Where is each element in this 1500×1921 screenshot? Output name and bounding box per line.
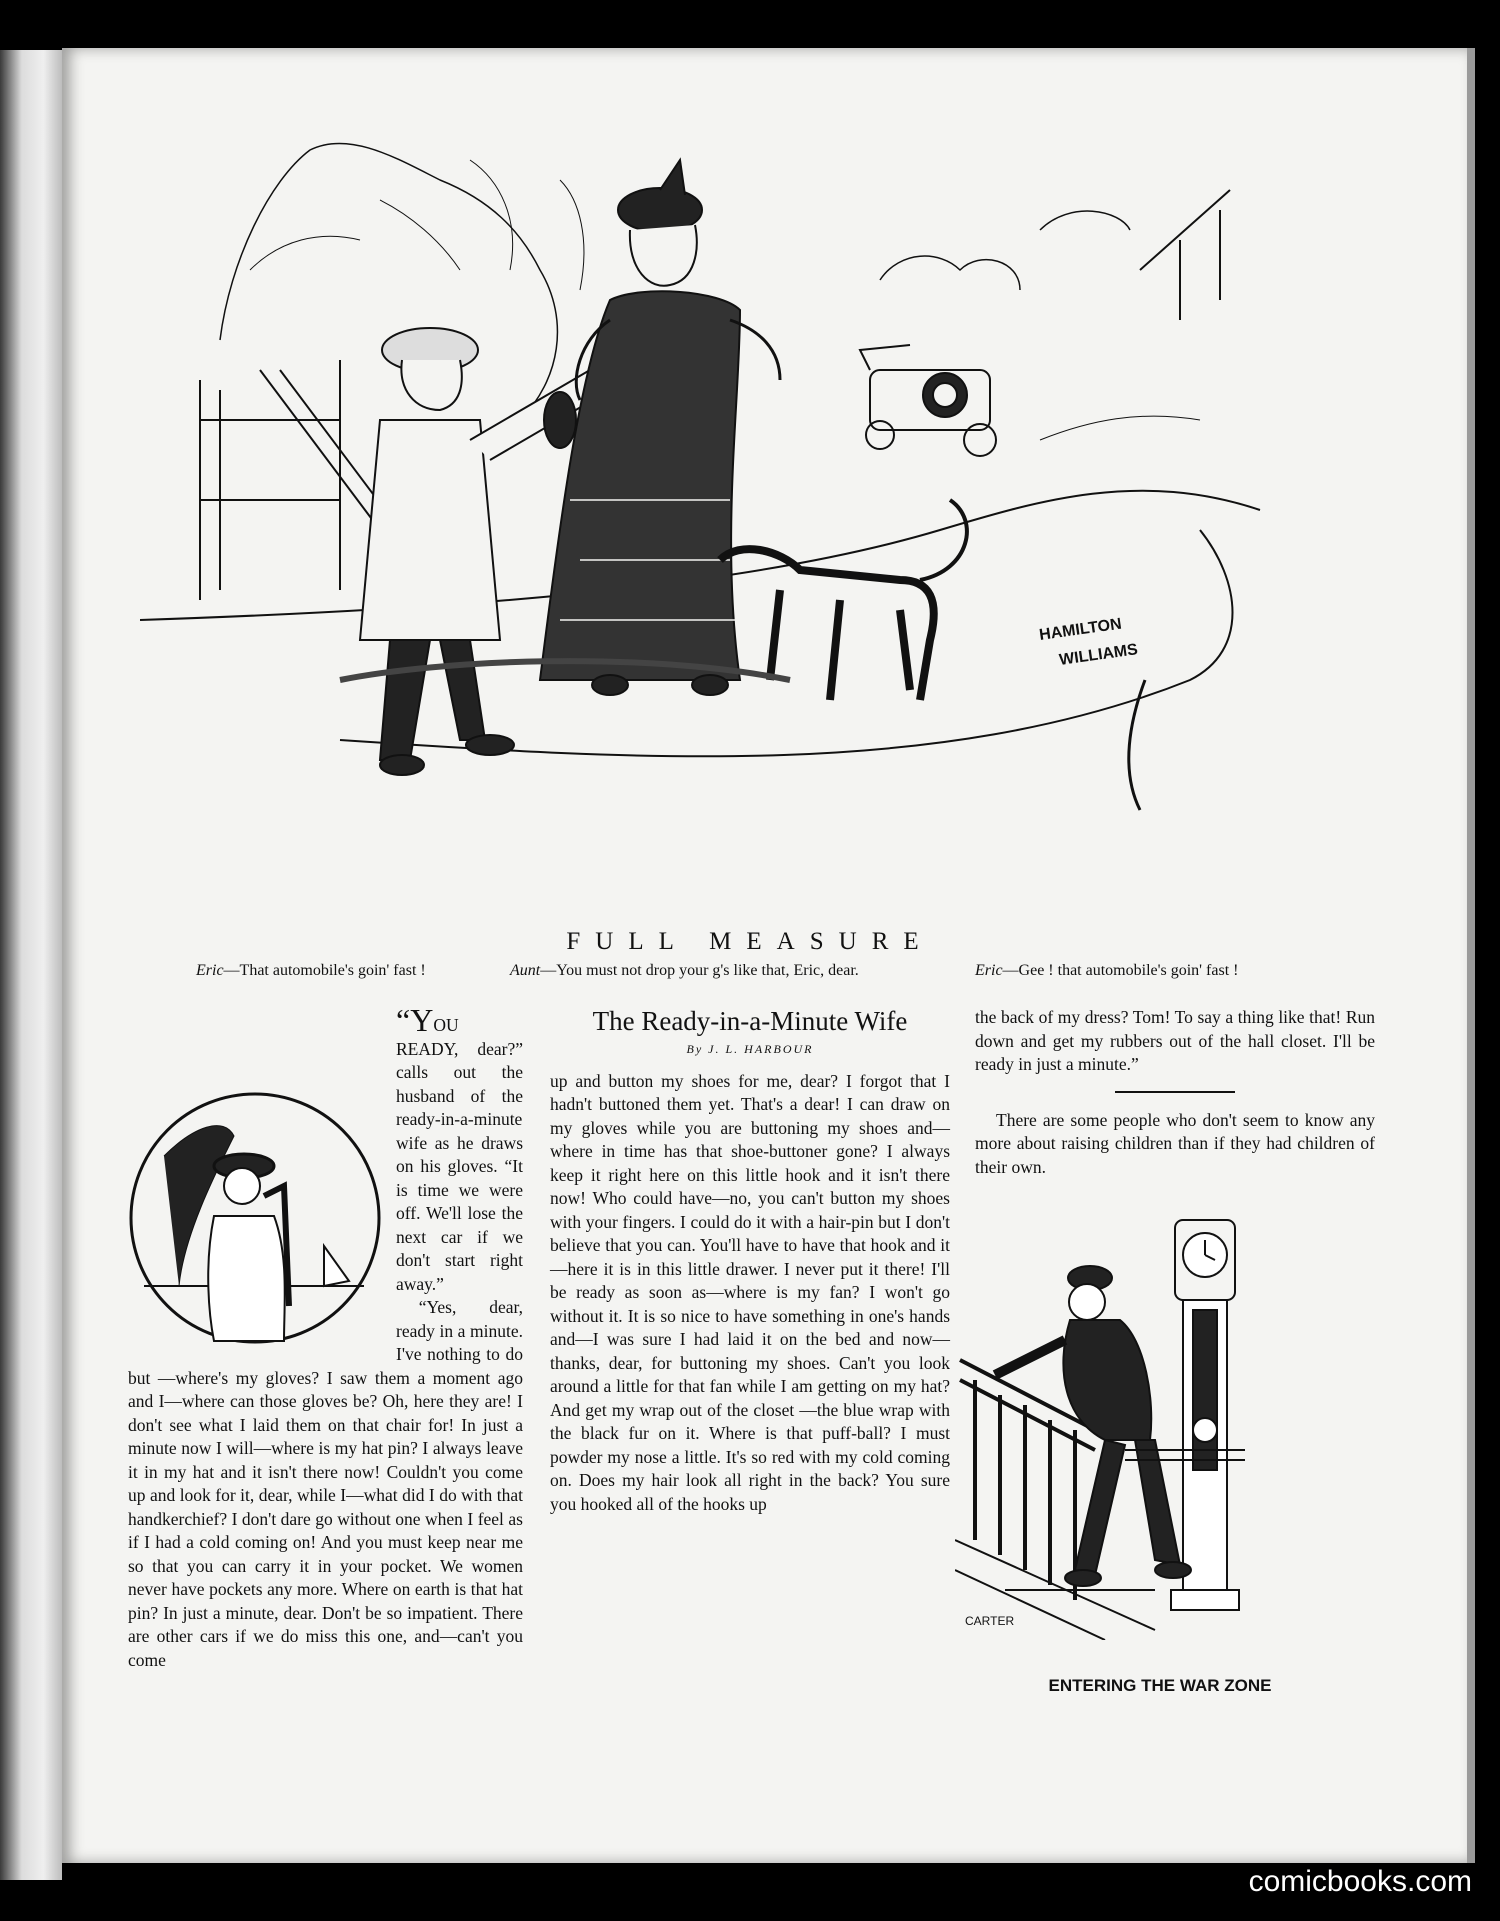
cartoon-title: FULL MEASURE — [566, 928, 934, 955]
article-paragraph: “Yes, dear, ready in a minute. I've nothing to do but —where's my gloves? I saw them a moment ago and I—where can those gloves be? Oh, here they are! I don't see what I laid them on that chair for! In just a minute now I will—where is my hat pin? I always leave it in my hat and it isn't there now! Couldn't you come up and look for it, dear, while I—what did I do with that handkerchief? I don't dare go without one when I feel as if I had a cold coming on! And you must keep near me so that you can carry it in your pocket. We women never have pockets any more. Where on earth is that hat pin? In just a minute, dear. Don't be so impatient. There are other cars if we do miss this one, and—can't you come — [128, 1297, 523, 1670]
caption-eric-1 — [196, 962, 426, 980]
divider-rule — [1115, 1091, 1235, 1093]
caption-text: —That automobile's goin' fast ! — [223, 962, 426, 979]
article-title: The Ready-in-a-Minute Wife — [592, 1006, 908, 1036]
caption-text: —Gee ! that automobile's goin' fast ! — [1002, 962, 1239, 979]
caption-text: —You must not drop your g's like that, Eric, dear. — [540, 962, 859, 979]
caption-speaker: Eric — [196, 962, 224, 979]
svg-text:HAMILTON: HAMILTON — [1038, 615, 1123, 644]
caption-aunt — [510, 962, 859, 980]
svg-text:WILLIAMS: WILLIAMS — [1058, 641, 1139, 669]
svg-text:CARTER: CARTER — [965, 1614, 1015, 1628]
caption-speaker: Eric — [975, 962, 1003, 979]
facing-page-edge — [0, 50, 62, 1880]
full-measure-cartoon — [140, 120, 1390, 940]
article-column-3 — [975, 1006, 1375, 1179]
article-paragraph: the back of my dress? Tom! To say a thing like that! Run down and get my rubbers out of the hall closet. I'll be ready in just a minute.” — [975, 1007, 1375, 1074]
woman-vignette-illustration — [124, 1086, 386, 1351]
caption-eric-2 — [975, 962, 1238, 980]
page-edge — [1467, 48, 1475, 1863]
dog-figure — [720, 500, 967, 700]
article-column-2 — [550, 1006, 950, 1516]
caption-speaker: Aunt — [510, 962, 541, 979]
war-zone-illustration — [955, 1210, 1245, 1640]
article-byline: By J. L. HARBOUR — [686, 1042, 814, 1056]
site-watermark: comicbooks.com — [1248, 1865, 1472, 1898]
joke-paragraph: There are some people who don't seem to know any more about raising children than if they had children of their own. — [975, 1109, 1375, 1177]
war-zone-caption: ENTERING THE WAR ZONE — [1048, 1676, 1272, 1695]
article-paragraph: up and button my shoes for me, dear? I forgot that I hadn't buttoned them yet. That's a dear! I can draw on my gloves while you are buttoning my shoes and—where in time has that shoe-buttoner gone? I always keep it right here on this little hook and it isn't there now! Who could have—no, you can't button my shoes with your fingers. I could do it with a hair-pin but I don't believe that you can. You'll have to have that hook and it—here it is in this little drawer. I never put it there! I'll be ready as soon as—where is my fan? I won't go without it. It is so nice to have something in one's hands and—I was sure I had laid it on the bed and now—thanks, dear, for buttoning my shoes. Can't you look around a little for that fan while I am getting on my hat? And get my wrap out of the closet —the blue wrap with the black fur on it. Where is that puff-ball? I must powder my nose a little. It's so red with my cold coming on. Does my hair look all right in the back? You sure you hooked all of the hooks up — [550, 1070, 950, 1514]
article-column-1 — [128, 1002, 523, 1672]
paragraph-text: OU READY, dear?” calls out the husband of the ready-in-a-minute wife as he draws on his gloves. “It is time we were off. We'll lose the next car if we don't start right away.” — [396, 1015, 523, 1294]
aunt-figure — [540, 160, 780, 695]
drop-cap: “Y — [396, 1002, 434, 1038]
automobile — [860, 345, 996, 456]
